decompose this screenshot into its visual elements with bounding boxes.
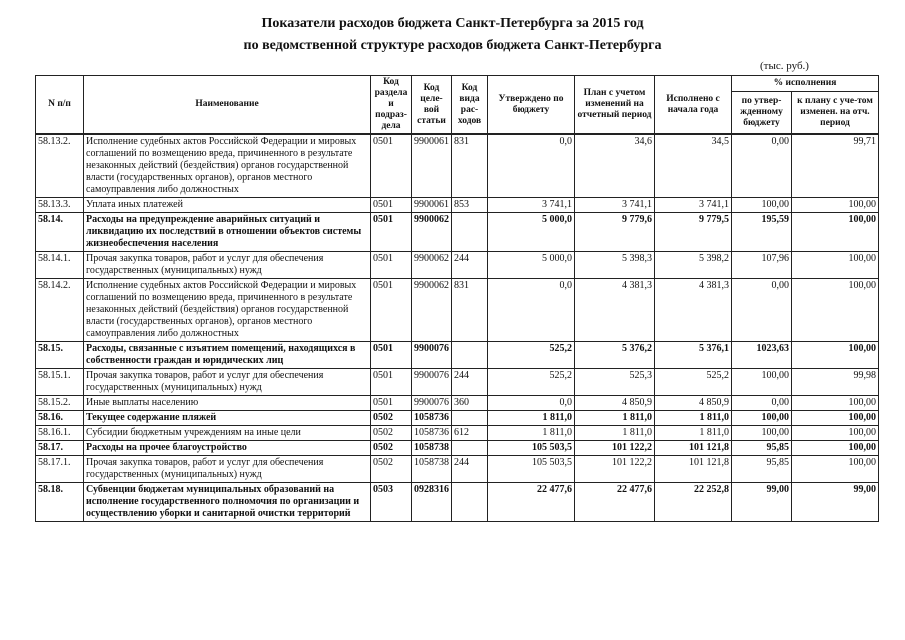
cell-pct-approved: 100,00 <box>732 426 792 441</box>
header-pct: % исполнения <box>732 76 879 92</box>
cell-target: 1058736 <box>412 411 452 426</box>
header-section: Код раздела и подраз-дела <box>371 76 412 135</box>
cell-plan: 4 381,3 <box>575 279 655 342</box>
cell-approved: 105 503,5 <box>488 441 575 456</box>
cell-name: Текущее содержание пляжей <box>84 411 371 426</box>
cell-plan: 5 398,3 <box>575 252 655 279</box>
cell-pct-plan: 100,00 <box>792 456 879 483</box>
table-row <box>36 342 879 369</box>
cell-section: 0501 <box>371 342 412 369</box>
cell-pct-plan: 100,00 <box>792 252 879 279</box>
cell-section: 0501 <box>371 134 412 198</box>
header-name: Наименование <box>84 76 371 135</box>
cell-section: 0501 <box>371 396 412 411</box>
cell-num: 58.18. <box>36 483 84 522</box>
table-row <box>36 426 879 441</box>
cell-target: 9900062 <box>412 252 452 279</box>
budget-table <box>35 75 879 522</box>
cell-approved: 525,2 <box>488 369 575 396</box>
report-title: Показатели расходов бюджета Санкт-Петербурга за 2015 год <box>261 16 644 31</box>
cell-pct-plan: 100,00 <box>792 426 879 441</box>
cell-pct-approved: 95,85 <box>732 456 792 483</box>
header-approved: Утверждено по бюджету <box>488 76 575 135</box>
cell-executed: 101 121,8 <box>655 441 732 456</box>
cell-kind: 360 <box>452 396 488 411</box>
cell-target: 9900076 <box>412 369 452 396</box>
cell-section: 0502 <box>371 456 412 483</box>
cell-executed: 22 252,8 <box>655 483 732 522</box>
cell-kind <box>452 213 488 252</box>
cell-section: 0501 <box>371 198 412 213</box>
cell-kind: 244 <box>452 369 488 396</box>
cell-approved: 1 811,0 <box>488 426 575 441</box>
cell-section: 0501 <box>371 279 412 342</box>
cell-pct-approved: 1023,63 <box>732 342 792 369</box>
cell-pct-approved: 99,00 <box>732 483 792 522</box>
cell-pct-plan: 100,00 <box>792 411 879 426</box>
cell-approved: 1 811,0 <box>488 411 575 426</box>
cell-name: Прочая закупка товаров, работ и услуг для обеспечения государственных (муниципальных) нужд <box>84 369 371 396</box>
cell-target: 1058736 <box>412 426 452 441</box>
cell-name: Субвенции бюджетам муниципальных образований на исполнение государственного полномочия по организации и осуществлению уборки и санитарной очистки территорий <box>84 483 371 522</box>
table-row <box>36 369 879 396</box>
cell-executed: 3 741,1 <box>655 198 732 213</box>
header-executed: Исполнено с начала года <box>655 76 732 135</box>
cell-executed: 4 850,9 <box>655 396 732 411</box>
cell-pct-approved: 95,85 <box>732 441 792 456</box>
cell-pct-approved: 100,00 <box>732 198 792 213</box>
cell-executed: 101 121,8 <box>655 456 732 483</box>
cell-pct-plan: 100,00 <box>792 342 879 369</box>
cell-executed: 1 811,0 <box>655 411 732 426</box>
cell-pct-approved: 107,96 <box>732 252 792 279</box>
header-plan: План с учетом изменений на отчетный период <box>575 76 655 135</box>
cell-plan: 3 741,1 <box>575 198 655 213</box>
cell-plan: 1 811,0 <box>575 426 655 441</box>
cell-target: 1058738 <box>412 441 452 456</box>
table-body <box>36 134 879 522</box>
cell-num: 58.15.2. <box>36 396 84 411</box>
cell-pct-plan: 100,00 <box>792 198 879 213</box>
cell-plan: 34,6 <box>575 134 655 198</box>
cell-kind <box>452 441 488 456</box>
unit-label: (тыс. руб.) <box>760 60 809 72</box>
cell-kind: 831 <box>452 134 488 198</box>
report-subtitle: по ведомственной структуре расходов бюджета Санкт-Петербурга <box>243 38 662 53</box>
cell-num: 58.13.3. <box>36 198 84 213</box>
cell-section: 0502 <box>371 426 412 441</box>
cell-approved: 0,0 <box>488 134 575 198</box>
cell-target: 9900062 <box>412 213 452 252</box>
header-kind: Код вида рас-ходов <box>452 76 488 135</box>
cell-pct-plan: 100,00 <box>792 396 879 411</box>
cell-target: 9900062 <box>412 279 452 342</box>
header-pct-approved: по утвер-жденному бюджету <box>732 92 792 134</box>
table-row <box>36 411 879 426</box>
cell-kind <box>452 411 488 426</box>
cell-pct-approved: 100,00 <box>732 369 792 396</box>
cell-pct-approved: 0,00 <box>732 134 792 198</box>
cell-plan: 22 477,6 <box>575 483 655 522</box>
cell-plan: 101 122,2 <box>575 441 655 456</box>
cell-section: 0501 <box>371 252 412 279</box>
cell-approved: 0,0 <box>488 279 575 342</box>
cell-section: 0501 <box>371 369 412 396</box>
cell-name: Прочая закупка товаров, работ и услуг для обеспечения государственных (муниципальных) нужд <box>84 252 371 279</box>
cell-executed: 9 779,5 <box>655 213 732 252</box>
cell-plan: 5 376,2 <box>575 342 655 369</box>
cell-name: Расходы на прочее благоустройство <box>84 441 371 456</box>
cell-name: Уплата иных платежей <box>84 198 371 213</box>
cell-plan: 1 811,0 <box>575 411 655 426</box>
cell-approved: 5 000,0 <box>488 252 575 279</box>
header-num: N п/п <box>36 76 84 135</box>
cell-plan: 4 850,9 <box>575 396 655 411</box>
cell-pct-plan: 100,00 <box>792 279 879 342</box>
cell-name: Исполнение судебных актов Российской Федерации и мировых соглашений по возмещению вреда, причиненного в результате незаконных действий (бездействия) органов государственной власти (государственных органов), органов местного самоуправления либо должностных <box>84 134 371 198</box>
cell-num: 58.14.2. <box>36 279 84 342</box>
cell-section: 0502 <box>371 441 412 456</box>
cell-kind: 244 <box>452 456 488 483</box>
cell-plan: 9 779,6 <box>575 213 655 252</box>
cell-name: Прочая закупка товаров, работ и услуг для обеспечения государственных (муниципальных) нужд <box>84 456 371 483</box>
cell-num: 58.14. <box>36 213 84 252</box>
header-pct-plan: к плану с уче-том изменен. на отч. период <box>792 92 879 134</box>
cell-executed: 1 811,0 <box>655 426 732 441</box>
cell-executed: 5 376,1 <box>655 342 732 369</box>
cell-plan: 101 122,2 <box>575 456 655 483</box>
cell-pct-plan: 99,00 <box>792 483 879 522</box>
table-row <box>36 279 879 342</box>
table-row <box>36 483 879 522</box>
cell-kind <box>452 483 488 522</box>
cell-approved: 105 503,5 <box>488 456 575 483</box>
cell-section: 0503 <box>371 483 412 522</box>
cell-executed: 34,5 <box>655 134 732 198</box>
cell-executed: 4 381,3 <box>655 279 732 342</box>
cell-kind: 831 <box>452 279 488 342</box>
cell-approved: 22 477,6 <box>488 483 575 522</box>
cell-pct-approved: 0,00 <box>732 396 792 411</box>
cell-name: Расходы на предупреждение аварийных ситуаций и ликвидацию их последствий в отношении объектов системы жизнеобеспечения населения <box>84 213 371 252</box>
table-row <box>36 396 879 411</box>
cell-pct-plan: 100,00 <box>792 213 879 252</box>
cell-target: 9900061 <box>412 198 452 213</box>
table-row <box>36 441 879 456</box>
header-target: Код целе-вой статьи <box>412 76 452 135</box>
cell-num: 58.15. <box>36 342 84 369</box>
cell-num: 58.13.2. <box>36 134 84 198</box>
cell-target: 9900076 <box>412 396 452 411</box>
cell-target: 9900076 <box>412 342 452 369</box>
cell-num: 58.16. <box>36 411 84 426</box>
table-row <box>36 252 879 279</box>
cell-name: Расходы, связанные с изъятием помещений, находящихся в собственности граждан и юридических лиц <box>84 342 371 369</box>
cell-target: 9900061 <box>412 134 452 198</box>
table-row <box>36 134 879 198</box>
cell-section: 0502 <box>371 411 412 426</box>
cell-plan: 525,3 <box>575 369 655 396</box>
table-row <box>36 456 879 483</box>
cell-kind <box>452 342 488 369</box>
cell-approved: 3 741,1 <box>488 198 575 213</box>
cell-approved: 525,2 <box>488 342 575 369</box>
cell-kind: 612 <box>452 426 488 441</box>
cell-pct-approved: 0,00 <box>732 279 792 342</box>
table-row <box>36 198 879 213</box>
cell-pct-approved: 195,59 <box>732 213 792 252</box>
cell-executed: 5 398,2 <box>655 252 732 279</box>
cell-num: 58.16.1. <box>36 426 84 441</box>
cell-pct-plan: 100,00 <box>792 441 879 456</box>
cell-num: 58.17. <box>36 441 84 456</box>
cell-pct-plan: 99,71 <box>792 134 879 198</box>
cell-kind: 244 <box>452 252 488 279</box>
cell-target: 1058738 <box>412 456 452 483</box>
cell-target: 0928316 <box>412 483 452 522</box>
cell-num: 58.14.1. <box>36 252 84 279</box>
cell-pct-plan: 99,98 <box>792 369 879 396</box>
cell-executed: 525,2 <box>655 369 732 396</box>
cell-kind: 853 <box>452 198 488 213</box>
cell-pct-approved: 100,00 <box>732 411 792 426</box>
cell-approved: 0,0 <box>488 396 575 411</box>
cell-name: Иные выплаты населению <box>84 396 371 411</box>
cell-num: 58.17.1. <box>36 456 84 483</box>
cell-num: 58.15.1. <box>36 369 84 396</box>
table-row <box>36 213 879 252</box>
cell-section: 0501 <box>371 213 412 252</box>
cell-approved: 5 000,0 <box>488 213 575 252</box>
cell-name: Исполнение судебных актов Российской Федерации и мировых соглашений по возмещению вреда, причиненного в результате незаконных действий (бездействия) органов государственной власти (государственных органов), органов местного самоуправления либо должностных <box>84 279 371 342</box>
cell-name: Субсидии бюджетным учреждениям на иные цели <box>84 426 371 441</box>
